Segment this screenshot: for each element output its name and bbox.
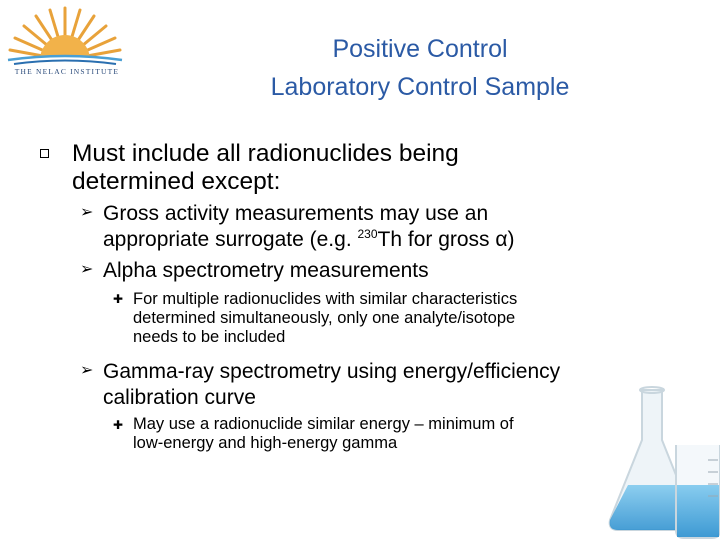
gamma-line-2: calibration curve <box>103 386 256 409</box>
main-bullet-line-1: Must include all radionuclides being <box>72 140 459 167</box>
gamma-sub-line-2: low-energy and high-energy gamma <box>133 434 398 452</box>
alpha-sub-line-2: determined simultaneously, only one analyte/isotope <box>133 309 516 327</box>
gross-line-2 <box>103 227 663 253</box>
gross-line-2-pre: appropriate surrogate (e.g. <box>103 228 358 251</box>
arrowhead-bullet-icon: ➢ <box>80 362 94 379</box>
main-bullet-line-2: determined except: <box>72 168 281 195</box>
alpha-text: Alpha spectrometry measurements <box>103 259 429 282</box>
alpha-sub-line-3: needs to be included <box>133 328 286 346</box>
isotope-superscript: 230 <box>357 227 378 241</box>
alpha-sub-line-1: For multiple radionuclides with similar characteristics <box>133 290 518 308</box>
gamma-sub-line-1: May use a radionuclide similar energy – minimum of <box>133 415 514 433</box>
logo-text: THE NELAC INSTITUTE <box>14 67 120 76</box>
arrowhead-bullet-icon: ➢ <box>80 204 94 221</box>
arrowhead-bullet-icon: ➢ <box>80 261 94 278</box>
gross-activity-text <box>103 201 663 253</box>
gross-line-2-post: Th for gross α) <box>377 228 515 251</box>
gamma-line-1: Gamma-ray spectrometry using energy/efficiency <box>103 360 561 383</box>
alpha-sub-text <box>133 290 673 347</box>
title-line-2: Laboratory Control Sample <box>270 73 570 101</box>
square-bullet-icon <box>40 149 49 158</box>
flask-icon <box>590 370 720 540</box>
title-line-1: Positive Control <box>332 35 508 63</box>
main-bullet-text <box>72 140 632 196</box>
cross-bullet-icon: ✚ <box>113 418 124 432</box>
cross-bullet-icon: ✚ <box>113 292 124 306</box>
gross-line-1: Gross activity measurements may use an <box>103 202 489 225</box>
